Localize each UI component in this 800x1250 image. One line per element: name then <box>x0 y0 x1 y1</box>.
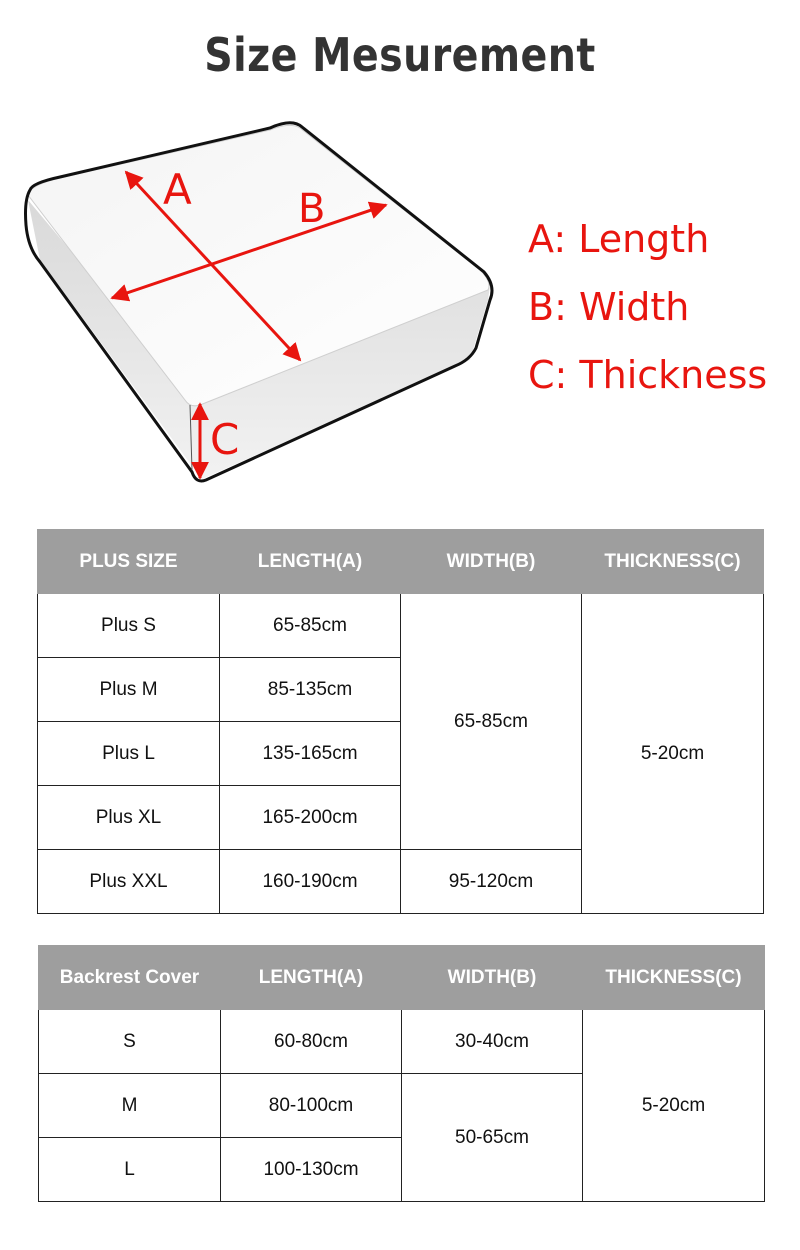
header-width: WIDTH(B) <box>402 946 583 1010</box>
label-c: C <box>210 415 240 464</box>
label-a: A <box>163 165 192 214</box>
header-thickness: THICKNESS(C) <box>582 530 764 594</box>
header-length: LENGTH(A) <box>221 946 402 1010</box>
length-cell: 60-80cm <box>221 1010 402 1074</box>
plus-size-table <box>37 529 764 914</box>
header-thickness: THICKNESS(C) <box>583 946 765 1010</box>
size-cell: Plus M <box>38 658 220 722</box>
header-length: LENGTH(A) <box>220 530 401 594</box>
page-title: Size Mesurement <box>204 28 596 82</box>
backrest-cover-table <box>38 945 765 1202</box>
table-header-row <box>38 530 764 594</box>
thickness-cell: 5-20cm <box>583 1010 765 1202</box>
table-row <box>39 1010 765 1074</box>
cushion-diagram <box>0 100 520 500</box>
width-cell: 30-40cm <box>402 1010 583 1074</box>
header-size: Backrest Cover <box>39 946 221 1010</box>
legend-width: B: Width <box>528 285 690 329</box>
label-b: B <box>298 186 326 232</box>
length-cell: 160-190cm <box>220 850 401 914</box>
legend-length: A: Length <box>528 217 710 261</box>
header-size: PLUS SIZE <box>38 530 220 594</box>
width-cell: 65-85cm <box>401 594 582 850</box>
length-cell: 65-85cm <box>220 594 401 658</box>
size-cell: Plus S <box>38 594 220 658</box>
width-cell: 95-120cm <box>401 850 582 914</box>
size-cell: Plus XL <box>38 786 220 850</box>
length-cell: 85-135cm <box>220 658 401 722</box>
length-cell: 135-165cm <box>220 722 401 786</box>
table-row <box>38 594 764 658</box>
length-cell: 165-200cm <box>220 786 401 850</box>
size-cell: L <box>39 1138 221 1202</box>
legend <box>528 205 767 409</box>
size-cell: S <box>39 1010 221 1074</box>
length-cell: 80-100cm <box>221 1074 402 1138</box>
width-cell: 50-65cm <box>402 1074 583 1202</box>
legend-thickness: C: Thickness <box>528 353 768 397</box>
size-cell: Plus L <box>38 722 220 786</box>
size-cell: M <box>39 1074 221 1138</box>
table-header-row <box>39 946 765 1010</box>
length-cell: 100-130cm <box>221 1138 402 1202</box>
header-width: WIDTH(B) <box>401 530 582 594</box>
thickness-cell: 5-20cm <box>582 594 764 914</box>
size-cell: Plus XXL <box>38 850 220 914</box>
